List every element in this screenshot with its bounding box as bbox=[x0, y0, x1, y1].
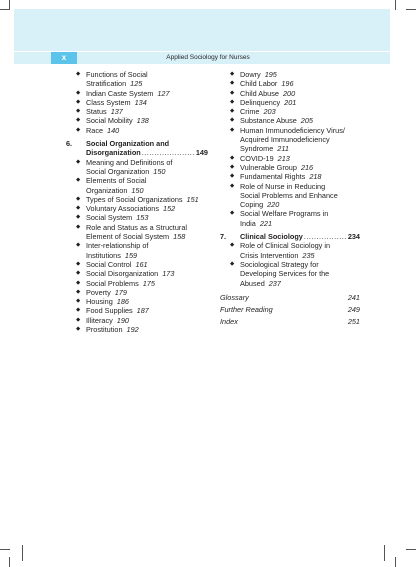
toc-entry-text: Vulnerable Group bbox=[240, 162, 297, 172]
toc-entry-text: Sociological Strategy for bbox=[240, 259, 319, 269]
toc-page-number: 203 bbox=[263, 107, 276, 117]
bullet-icon: ◆ bbox=[230, 80, 235, 87]
toc-page-number: 179 bbox=[114, 287, 127, 297]
bullet-icon: ◆ bbox=[76, 195, 81, 202]
back-matter-entry bbox=[220, 293, 360, 302]
toc-entry bbox=[66, 107, 208, 116]
toc-entry-line bbox=[86, 269, 208, 278]
bullet-icon: ◆ bbox=[76, 158, 81, 165]
toc-entry-text: Acquired Immunodeficiency bbox=[240, 135, 330, 145]
toc-entry-text: Dowry bbox=[240, 70, 261, 79]
crop-mark bbox=[0, 549, 10, 550]
toc-entry-text: Prostitution bbox=[86, 325, 123, 335]
toc-page-number: 211 bbox=[277, 144, 289, 154]
crop-mark bbox=[395, 557, 396, 567]
toc-page-number: 196 bbox=[281, 79, 294, 89]
toc-entry-text: Social Organization bbox=[86, 166, 150, 176]
toc-entry bbox=[66, 204, 208, 213]
toc-page-number: 192 bbox=[126, 325, 139, 335]
toc-entry-text: Abused bbox=[240, 278, 265, 288]
toc-page-number: 151 bbox=[186, 194, 199, 204]
toc-page-number: 190 bbox=[116, 315, 129, 325]
toc-entry-text: Functions of Social bbox=[86, 70, 148, 79]
toc-entry-line bbox=[86, 325, 208, 334]
chapter-title-line bbox=[240, 232, 360, 241]
toc-entry bbox=[220, 79, 360, 88]
chapter-title: Disorganization bbox=[86, 148, 141, 158]
toc-entry-line bbox=[240, 182, 360, 191]
chapter-number: 7. bbox=[220, 232, 227, 242]
toc-page-number: 220 bbox=[267, 200, 280, 210]
toc-entry-text: Inter-relationship of bbox=[86, 241, 149, 251]
bullet-icon: ◆ bbox=[230, 163, 235, 170]
toc-page-number: 173 bbox=[162, 269, 175, 279]
toc-entry bbox=[220, 70, 360, 79]
toc-entry-text: Role of Clinical Sociology in bbox=[240, 241, 331, 251]
toc-page-number: 140 bbox=[107, 125, 120, 135]
toc-entry-line bbox=[86, 297, 208, 306]
toc-entry-line bbox=[86, 241, 208, 250]
toc-entry-text: Institutions bbox=[86, 250, 121, 260]
toc-entry bbox=[220, 107, 360, 116]
toc-entry bbox=[66, 89, 208, 98]
toc-entry-text: Illiteracy bbox=[86, 315, 113, 325]
toc-entry bbox=[220, 126, 360, 154]
toc-entry-text: Status bbox=[86, 107, 107, 117]
chapter-heading bbox=[66, 139, 208, 158]
running-title: Applied Sociology for Nurses bbox=[166, 54, 250, 61]
toc-entry-text: Housing bbox=[86, 297, 113, 307]
toc-entry-line bbox=[86, 204, 208, 213]
toc-entry-line bbox=[86, 306, 208, 315]
toc-entry-text: Crisis Intervention bbox=[240, 250, 299, 260]
crop-mark bbox=[384, 545, 385, 561]
crop-mark bbox=[22, 545, 23, 561]
toc-page-number: 213 bbox=[277, 153, 290, 163]
toc-entry-line bbox=[86, 186, 208, 195]
toc-entry-text: Role of Nurse in Reducing bbox=[240, 181, 326, 191]
toc-entry-text: Meaning and Definitions of bbox=[86, 157, 173, 167]
toc-entry bbox=[220, 260, 360, 288]
toc-entry-line bbox=[86, 213, 208, 222]
toc-entry bbox=[220, 98, 360, 107]
toc-page-number: 127 bbox=[157, 88, 170, 98]
toc-entry-text: Race bbox=[86, 125, 104, 135]
toc-page-number: 186 bbox=[116, 297, 129, 307]
toc-entry-line bbox=[240, 172, 360, 181]
leader-dots bbox=[142, 148, 195, 157]
bullet-icon: ◆ bbox=[230, 182, 235, 189]
bullet-icon: ◆ bbox=[230, 108, 235, 115]
toc-right-column bbox=[220, 70, 360, 327]
toc-entry-line bbox=[86, 288, 208, 297]
toc-entry bbox=[66, 116, 208, 125]
toc-entry-line bbox=[86, 251, 208, 260]
bullet-icon: ◆ bbox=[230, 154, 235, 161]
toc-entry bbox=[220, 172, 360, 181]
bullet-icon: ◆ bbox=[76, 214, 81, 221]
toc-entry-text: Role and Status as a Structural bbox=[86, 222, 187, 232]
toc-entry-line bbox=[240, 70, 360, 79]
toc-entry bbox=[220, 182, 360, 210]
toc-entry bbox=[66, 297, 208, 306]
toc-entry-line bbox=[86, 158, 208, 167]
bullet-icon: ◆ bbox=[230, 260, 235, 267]
toc-entry-line bbox=[240, 163, 360, 172]
toc-page-number: 216 bbox=[300, 162, 314, 172]
toc-entry bbox=[66, 70, 208, 89]
toc-entry-line bbox=[86, 79, 208, 88]
toc-page-number: 218 bbox=[309, 172, 322, 182]
toc-entry bbox=[66, 176, 208, 195]
toc-entry-text: Delinquency bbox=[240, 97, 281, 107]
toc-page-number: 201 bbox=[284, 97, 297, 107]
toc-entry-text: Types of Social Organizations bbox=[86, 194, 183, 204]
toc-page-number: 221 bbox=[259, 218, 273, 228]
bullet-icon: ◆ bbox=[76, 279, 81, 286]
toc-entry bbox=[220, 154, 360, 163]
toc-entry-text: Social Problems bbox=[86, 278, 139, 288]
leader-dots bbox=[304, 232, 347, 241]
toc-entry bbox=[66, 269, 208, 278]
crop-mark bbox=[406, 9, 416, 10]
toc-entry-text: Substance Abuse bbox=[240, 116, 297, 126]
toc-entry bbox=[66, 316, 208, 325]
toc-entry bbox=[66, 223, 208, 242]
toc-entry bbox=[66, 260, 208, 269]
toc-entry-line bbox=[240, 219, 360, 228]
toc-entry-line bbox=[240, 269, 360, 278]
back-matter-entry bbox=[220, 317, 360, 326]
toc-entry bbox=[66, 98, 208, 107]
bullet-icon: ◆ bbox=[76, 288, 81, 295]
toc-entry-line bbox=[86, 98, 208, 107]
toc-entry-text: Organization bbox=[86, 185, 128, 195]
bullet-icon: ◆ bbox=[230, 98, 235, 105]
toc-entry-line bbox=[240, 154, 360, 163]
toc-entry-text: Fundamental Rights bbox=[240, 172, 306, 182]
toc-entry-line bbox=[86, 107, 208, 116]
bullet-icon: ◆ bbox=[76, 98, 81, 105]
crop-mark bbox=[395, 0, 396, 10]
toc-entry bbox=[66, 158, 208, 177]
toc-page-number: 159 bbox=[124, 250, 138, 260]
chapter-title: Clinical Sociology bbox=[240, 232, 303, 242]
bullet-icon: ◆ bbox=[76, 316, 81, 323]
toc-entry-line bbox=[240, 260, 360, 269]
back-matter-label: Glossary bbox=[220, 292, 249, 302]
bullet-icon: ◆ bbox=[76, 242, 81, 249]
back-matter-entry bbox=[220, 305, 360, 314]
toc-entry-line bbox=[86, 279, 208, 288]
toc-entry-line bbox=[86, 89, 208, 98]
toc-page-number: 150 bbox=[131, 185, 144, 195]
toc-page-number: 134 bbox=[134, 97, 147, 107]
bullet-icon: ◆ bbox=[230, 117, 235, 124]
toc-entry-line bbox=[240, 241, 360, 250]
page-folio: x bbox=[51, 52, 77, 64]
toc-entry-text: Social Disorganization bbox=[86, 269, 159, 279]
toc-entry-text: Social Control bbox=[86, 259, 132, 269]
back-matter-page: 249 bbox=[347, 305, 360, 315]
bullet-icon: ◆ bbox=[76, 177, 81, 184]
bullet-icon: ◆ bbox=[76, 205, 81, 212]
toc-entry bbox=[66, 126, 208, 135]
toc-entry-line bbox=[86, 70, 208, 79]
bullet-icon: ◆ bbox=[76, 326, 81, 333]
toc-page-number: 138 bbox=[136, 116, 149, 126]
toc-page-number: 195 bbox=[264, 70, 277, 79]
bullet-icon: ◆ bbox=[76, 89, 81, 96]
toc-entry-line bbox=[240, 107, 360, 116]
crop-mark bbox=[0, 9, 10, 10]
bullet-icon: ◆ bbox=[76, 71, 81, 77]
chapter-heading bbox=[220, 232, 360, 241]
toc-page-number: 150 bbox=[153, 166, 166, 176]
chapter-page-number: 149 bbox=[195, 148, 208, 158]
toc-page-number: 137 bbox=[110, 107, 123, 117]
toc-entry-line bbox=[86, 126, 208, 135]
bullet-icon: ◆ bbox=[230, 126, 235, 133]
toc-entry-text: Child Abuse bbox=[240, 88, 279, 98]
chapter-title: Social Organization and bbox=[86, 139, 170, 149]
toc-entry bbox=[220, 209, 360, 228]
toc-entry bbox=[66, 279, 208, 288]
toc-entry-line bbox=[240, 200, 360, 209]
spacer bbox=[220, 288, 360, 290]
toc-entry bbox=[66, 325, 208, 334]
toc-entry-line bbox=[240, 279, 360, 288]
toc-entry bbox=[66, 241, 208, 260]
toc-entry bbox=[66, 306, 208, 315]
toc-page-number: 187 bbox=[136, 306, 149, 316]
spacer bbox=[220, 228, 360, 230]
bullet-icon: ◆ bbox=[230, 173, 235, 180]
toc-page-number: 153 bbox=[136, 213, 149, 223]
toc-entry-line bbox=[86, 167, 208, 176]
bullet-icon: ◆ bbox=[76, 117, 81, 124]
toc-entry-text: Syndrome bbox=[240, 144, 274, 154]
toc-entry bbox=[220, 89, 360, 98]
toc-entry bbox=[220, 241, 360, 260]
toc-entry-line bbox=[240, 135, 360, 144]
crop-mark bbox=[406, 549, 416, 550]
toc-entry bbox=[66, 195, 208, 204]
toc-entry-text: Elements of Social bbox=[86, 176, 147, 186]
toc-entry-text: Social Mobility bbox=[86, 116, 133, 126]
toc-entry-text: Developing Services for the bbox=[240, 269, 330, 279]
toc-entry-text: Social System bbox=[86, 213, 133, 223]
bullet-icon: ◆ bbox=[76, 270, 81, 277]
toc-entry-line bbox=[240, 126, 360, 135]
bullet-icon: ◆ bbox=[76, 108, 81, 115]
bullet-icon: ◆ bbox=[76, 126, 81, 133]
toc-entry-line bbox=[86, 223, 208, 232]
header-band bbox=[14, 9, 390, 51]
spacer bbox=[66, 135, 208, 137]
toc-entry-text: India bbox=[240, 218, 256, 228]
chapter-page-number: 234 bbox=[347, 232, 360, 242]
toc-entry-text: Social Problems and Enhance bbox=[240, 190, 338, 200]
toc-entry-line bbox=[86, 232, 208, 241]
toc-entry-text: Voluntary Associations bbox=[86, 204, 160, 214]
toc-entry bbox=[66, 288, 208, 297]
toc-entry bbox=[220, 163, 360, 172]
toc-page-number: 152 bbox=[163, 204, 176, 214]
back-matter-page: 241 bbox=[347, 292, 360, 302]
bullet-icon: ◆ bbox=[230, 242, 235, 249]
toc-entry-text: Class System bbox=[86, 97, 131, 107]
toc-left-column bbox=[66, 70, 208, 334]
toc-entry-text: Social Welfare Programs in bbox=[240, 209, 329, 219]
toc-entry-line bbox=[240, 144, 360, 153]
chapter-title-line bbox=[86, 148, 208, 157]
bullet-icon: ◆ bbox=[76, 307, 81, 314]
toc-entry-line bbox=[240, 79, 360, 88]
toc-entry-line bbox=[86, 316, 208, 325]
toc-entry-line bbox=[86, 116, 208, 125]
toc-entry-text: Crime bbox=[240, 107, 260, 117]
toc-page-number: 161 bbox=[135, 259, 148, 269]
toc-entry-text: COVID-19 bbox=[240, 153, 274, 163]
bullet-icon: ◆ bbox=[76, 298, 81, 305]
toc-entry-text: Poverty bbox=[86, 287, 111, 297]
bullet-icon: ◆ bbox=[230, 89, 235, 96]
toc-entry-line bbox=[86, 195, 208, 204]
toc-page-number: 158 bbox=[173, 232, 186, 242]
back-matter-label: Further Reading bbox=[220, 305, 273, 315]
bullet-icon: ◆ bbox=[230, 210, 235, 217]
toc-entry-line bbox=[240, 191, 360, 200]
toc-entry-line bbox=[86, 176, 208, 185]
back-matter-page: 251 bbox=[347, 317, 360, 327]
toc-page-number: 205 bbox=[300, 116, 313, 126]
toc-page-number: 237 bbox=[268, 278, 281, 288]
toc-entry-line bbox=[240, 209, 360, 218]
toc-entry-text: Indian Caste System bbox=[86, 88, 154, 98]
toc-entry-line bbox=[86, 260, 208, 269]
toc-page-number: 175 bbox=[142, 278, 155, 288]
toc-page-number: 235 bbox=[302, 250, 315, 260]
toc-entry-text: Element of Social System bbox=[86, 232, 170, 242]
toc-entry-line bbox=[240, 251, 360, 260]
toc-entry bbox=[220, 116, 360, 125]
toc-entry-line bbox=[240, 89, 360, 98]
toc-entry bbox=[66, 213, 208, 222]
toc-entry-line bbox=[240, 116, 360, 125]
crop-mark bbox=[9, 557, 10, 567]
toc-entry-text: Food Supplies bbox=[86, 306, 133, 316]
toc-entry-line bbox=[240, 98, 360, 107]
bullet-icon: ◆ bbox=[230, 71, 235, 77]
bullet-icon: ◆ bbox=[76, 260, 81, 267]
toc-entry-text: Child Labor bbox=[240, 79, 278, 89]
toc-page-number: 200 bbox=[282, 88, 296, 98]
toc-entry-text: Coping bbox=[240, 200, 264, 210]
back-matter-label: Index bbox=[220, 317, 238, 327]
toc-entry-text: Human Immunodeficiency Virus/ bbox=[240, 125, 345, 135]
toc-page-number: 125 bbox=[130, 79, 143, 89]
bullet-icon: ◆ bbox=[76, 223, 81, 230]
chapter-number: 6. bbox=[66, 139, 73, 149]
toc-entry-text: Stratification bbox=[86, 79, 127, 89]
